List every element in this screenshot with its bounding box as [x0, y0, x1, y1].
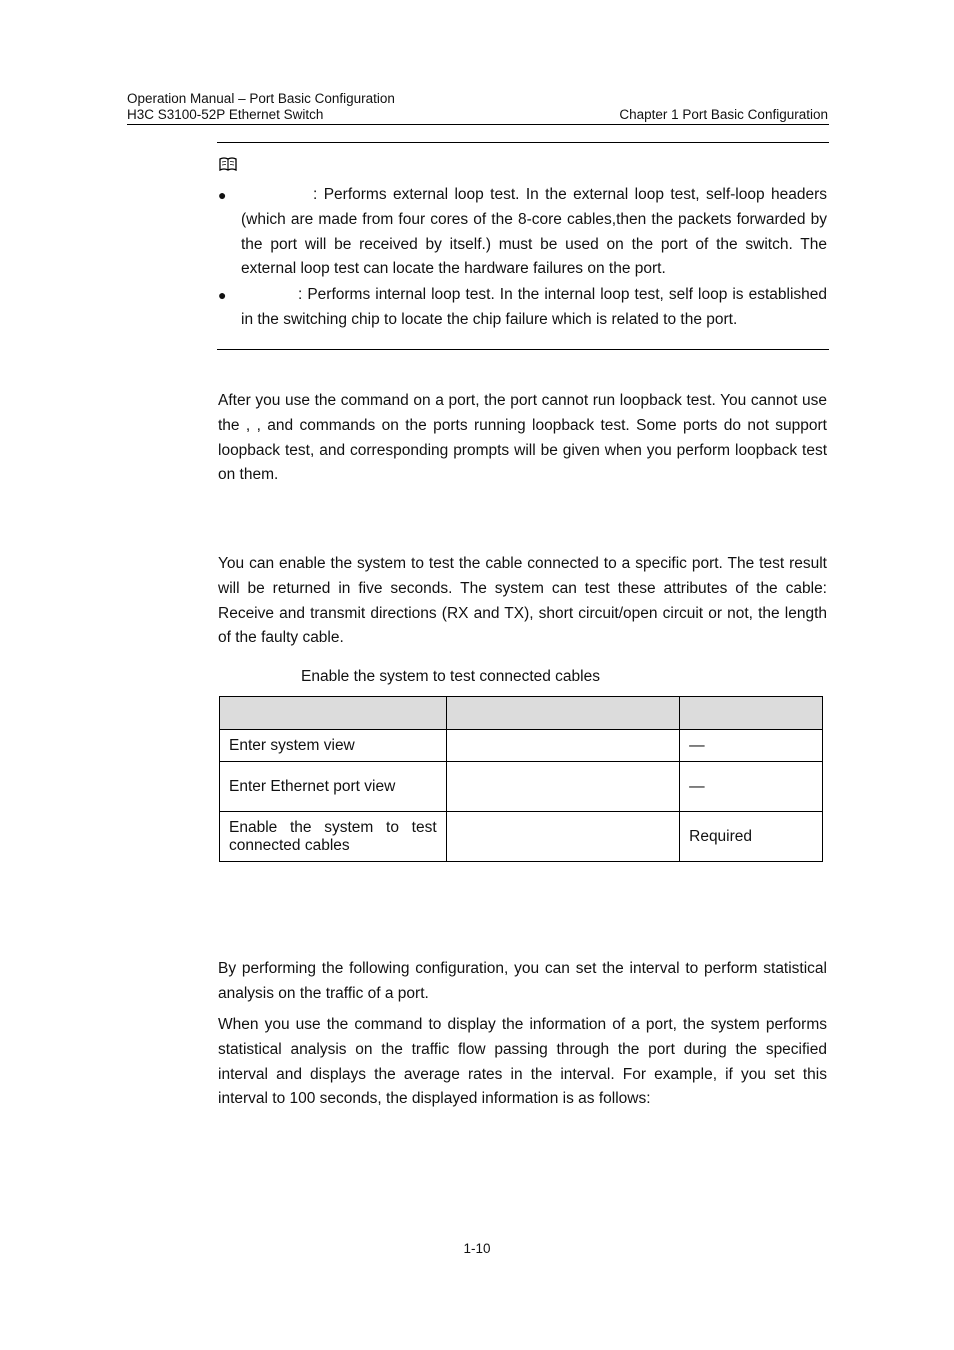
- note-bottom-rule: [217, 349, 829, 350]
- header-product: H3C S3100-52P Ethernet Switch: [127, 107, 324, 122]
- table-row: [220, 762, 823, 812]
- bullet-dot: ●: [218, 187, 227, 203]
- table-cell-remarks: —: [680, 730, 823, 762]
- table-header-cell: [680, 697, 823, 730]
- table-cell-operation: Enter system view: [220, 730, 447, 762]
- table-header-cell: [220, 697, 447, 730]
- header-title: Operation Manual – Port Basic Configuration: [127, 91, 395, 106]
- loopback-paragraph: After you use the command on a port, the port cannot run loopback test. You cannot use the , , and commands on the ports running loopback test. Some ports do not support loopback test, and corresponding prompts will be given when you perform loopback test on them.: [218, 392, 827, 484]
- note-bullet-internal: : Performs internal loop test. In the internal loop test, self loop is established in the switching chip to locate the chip failure which is related to the port.: [241, 286, 827, 328]
- interval-paragraph-1: By performing the following configuration, you can set the interval to perform statistical analysis on the traffic of a port.: [218, 960, 827, 1002]
- header-chapter: Chapter 1 Port Basic Configuration: [619, 107, 828, 122]
- note-bullet-external: : Performs external loop test. In the external loop test, self-loop headers (which are made from four cores of the 8-core cables,then the packets forwarded by the port will be received by itself.) must be used on the port of the switch. The external loop test can locate the hardware failures on the port.: [241, 186, 827, 278]
- table-cell-command: [446, 812, 679, 862]
- table-cell-remarks: Required: [680, 812, 823, 862]
- table-header-cell: [446, 697, 679, 730]
- cable-test-paragraph: You can enable the system to test the cable connected to a specific port. The test result will be returned in five seconds. The system can test these attributes of the cable: Receive and transmit directions (RX and TX), short circuit/open circuit or not, the length of the faulty cable.: [218, 555, 827, 647]
- table-cell-command: [446, 762, 679, 812]
- config-table: [219, 696, 823, 862]
- note-top-rule: [217, 142, 829, 143]
- table-caption: Enable the system to test connected cables: [301, 668, 600, 685]
- interval-paragraph-2: When you use the command to display the information of a port, the system performs statistical analysis on the traffic flow passing through the port during the specified interval and displays the average rates in the interval. For example, if you set this interval to 100 seconds, the displayed information is as follows:: [218, 1016, 827, 1108]
- book-icon: [219, 157, 237, 171]
- table-cell-operation: Enter Ethernet port view: [220, 762, 447, 812]
- table-cell-command: [446, 730, 679, 762]
- table-row: [220, 730, 823, 762]
- table-row: [220, 812, 823, 862]
- table-header-row: [220, 697, 823, 730]
- table-cell-remarks: —: [680, 762, 823, 812]
- header-rule: [127, 124, 829, 125]
- table-cell-operation: Enable the system to test connected cables: [220, 812, 447, 862]
- page-number: 1-10: [463, 1241, 491, 1256]
- bullet-dot: ●: [218, 287, 227, 303]
